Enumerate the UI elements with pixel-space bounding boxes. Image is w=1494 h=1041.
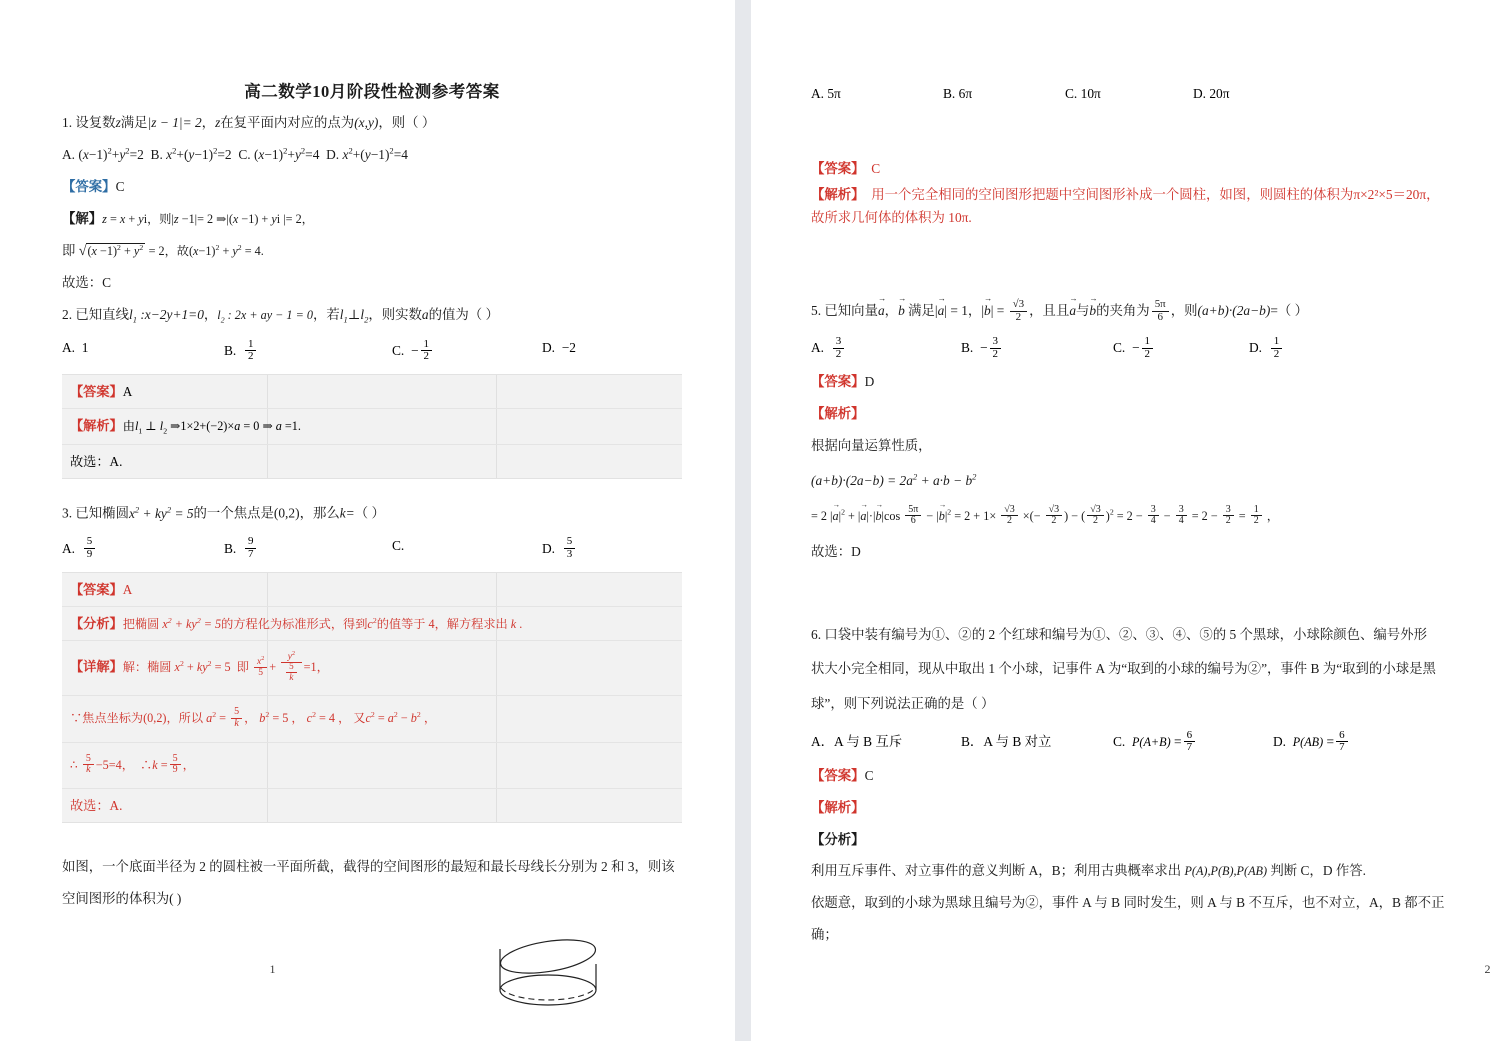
q2-l1: $l_1$ :x−2y+1=0 [128,307,204,325]
q5-vec-a: a → [878,301,885,322]
answer-label: 【答案】 [811,374,865,390]
answer-label: 【答案】 [62,179,116,194]
q4-option-c: C. 10π [1065,86,1101,101]
table-row [62,607,682,642]
q5-number: 5. [811,303,822,319]
q5-mag-b: |b →| = $\frac{√3}{2}$ [981,303,1029,318]
q1-solve-tail: = 2，故$(x-1)^2 + y^2 = 4$. [148,242,264,258]
question-2-solution-table [62,374,682,479]
q5-stem-i: =（ ） [1270,303,1308,319]
question-1-stem [62,113,682,134]
table-row [62,445,682,478]
analysis-label: 【解析】 [811,406,865,422]
q3-stem-b: 的一个焦点是 [193,505,274,521]
q1-var-z2: z [215,115,221,130]
table-row [62,375,682,409]
question-3-options [62,535,682,562]
q2-stem-b: ， [203,307,218,323]
q1-var-z: z [115,115,121,130]
page-gutter [735,0,751,1041]
q2-stem-c: ，若 [312,307,340,323]
q5-expr: (a+b)·(2a−b) [1197,303,1271,319]
q5-stem-h: ，则 [1170,303,1198,319]
question-3-stem [62,503,682,524]
q1-answer-value: C [115,179,125,194]
question-5-stem: 5. 已知向量a →，b → 满足|a →| = 1，|b →| = $\frac{√3}{2}$ ，且且a →与b →的夹角为 $\frac{5\pi}{6}$ ，则(a+b)·(2a−b)=（ ） [811,300,1471,324]
question-2-stem [62,305,682,327]
question-6-parse-label-row [811,830,1471,851]
q3-option-d: D. $\frac{5}{3}$ [542,538,577,562]
q6-option-b: B．A 与 B 对立 [961,734,1052,750]
q1-option-a: A. $(x-1)^2+y^2=2$ [62,145,144,163]
q5-stem-e: ，且 [1029,303,1056,319]
question-1-choose: 故选：C [62,275,112,291]
q4-option-d: D. 20π [1193,86,1230,101]
q3-number: 3. [62,505,73,521]
q2-option-c: C. − $\frac{1}{2}$ [392,340,542,364]
q6-option-d: D. P(AB) = $\frac{6}{7}$ [1273,731,1350,755]
q2-stem-d: ，则实数 [368,307,422,323]
question-6-analysis-label-row [811,798,1471,819]
q3-parse-pre: 把椭圆 [122,616,160,631]
question-1-solution-line-1 [62,209,682,230]
q5-stem-a: 已知向量 [824,303,878,319]
q1-stem-d: 在复平面内对应的点为 [220,115,355,130]
detail-label: 【详解】 [70,659,123,675]
page-1-content [62,0,682,909]
q5-option-d: D. $\frac{1}{2}$ [1249,337,1284,361]
q5-eq-1: $(a+b)\cdot(2a-b) = 2a^2 + a\cdot b - b^2$ [811,471,977,489]
table-row [62,409,682,445]
question-6-options [811,728,1471,755]
q5-stem-b: ， [884,303,899,319]
title-suffix: 月阶段性检测参考答案 [329,82,500,101]
answer-label: 【答案】 [70,384,123,400]
table-row [62,641,682,696]
page-number-1: 1 [269,962,276,976]
q3-focus-line: ∵焦点坐标为(0,2)，所以 $a^2$ = $\frac{5}{k}$ ， $b^2 = 5$ ， $c^2 = 4$ ， 又$c^2 = a^2 - b^2$ ， [70,706,436,729]
q1-solve-expr-1: z = x + yi，则|z −1|= 2 ⇒|(x −1) + yi |= 2， [102,211,314,226]
question-4-stem-line-1: 如图，一个底面半径为 2 的圆柱被一平面所截，截得的空间图形的最短和最长母线长分别为 2 和 3，则该 [62,858,675,874]
q2-answer-value: A [122,384,133,400]
q3-stem-a: 已知椭圆 [75,505,129,521]
question-5-analysis-lead: 根据向量运算性质， [811,437,932,453]
q5-angle: $\frac{5\pi}{6}$ [1152,299,1169,323]
question-4-answer-row [811,159,1471,180]
q4-answer-value: C [871,161,881,176]
q3-option-a: A. $\frac{5}{9}$ [62,538,224,562]
title-month: 10 [312,82,330,101]
q4-option-a: A. 5π [811,86,841,101]
q2-l2: $l_2$ : 2x + ay − 1 = 0 [217,308,313,325]
q3-eq: $x^2 + ky^2 = 5$ [128,504,194,521]
question-6-stem-line-1 [811,625,1471,646]
q2-number: 2. [62,307,73,323]
q3-detail-text: 解：椭圆 $x^2 + ky^2 = 5$ 即 $\frac{x^2}{5}$ + $\frac{y^2}{\frac{5}{k}}$ =1， [122,651,329,682]
question-4-analysis-line-1 [811,185,1471,206]
q4-option-b: B. 6π [943,86,973,101]
question-2-options [62,337,682,364]
q1-stem-b: 满足 [120,115,148,130]
table-row [62,573,682,607]
q3-stem-d: （ ） [354,505,385,521]
q1-expr: |z − 1|= 2 [147,115,202,130]
analysis-label: 【解析】 [70,418,123,434]
q2-stem-e: 的值为（ ） [428,307,499,323]
q1-solve-prefix: 即 [62,242,76,258]
q2-option-a: A. 1 [62,340,89,356]
q1-option-b: B. $x^2+(y-1)^2=2$ [150,145,232,163]
question-4-stem-line-2: 空间图形的体积为( ) [62,890,182,906]
q3-result-line: ∴ $\frac{5}{k}$ −5=4， ∴k = $\frac{5}{9}$ ， [70,752,195,776]
q1-option-d: D. $x^2+(y-1)^2=4$ [326,145,408,163]
q3-option-c: C. [392,537,405,553]
title-prefix: 高二数学 [244,82,313,101]
q4-analysis-text-1: 用一个完全相同的空间图形把题中空间图形补成一个圆柱，如图，则圆柱的体积为π×2²×5＝20π， [871,186,1440,202]
question-5-options [811,337,1471,361]
question-5-equation-1 [811,471,1471,492]
q3-parse-text: 把椭圆 $x^2 + ky^2 = 5$的方程化为标准形式，得到$c^2$的值等于 4，解方程求出 k . [122,615,523,631]
q6-probability-expr: P(A),P(B),P(AB) [1184,864,1268,879]
q5-option-c: C. − $\frac{1}{2}$ [1113,337,1249,361]
q2-var-a: a [421,307,429,323]
q2-analysis-expr: 由$l_1$ ⊥ $l_2$ ⇒1×2+(−2)×a = 0 ⇒ a =1. [122,419,301,436]
document-page-2 [751,0,1494,1041]
q5-stem-d: ， [967,303,982,319]
q5-vec-b: b → [898,301,905,322]
question-6-parse-line-2: 依题意，取到的小球为黑球且编号为②，事件 A 与 B 同时发生，则 A 与 B 不互斥，也不对立，A，B 都不正 [811,895,1445,911]
question-6-stem-line-2: 状大小完全相同，现从中取出 1 个小球，记事件 A 为“取到的小球的编号为②”，事件 B 为“取到的小球是黑 [811,661,1436,677]
q2-stem-a: 已知直线 [75,307,129,323]
q1-stem-a: 设复数 [75,115,116,130]
question-4-options [811,86,1471,102]
q4-analysis-text-2: 故所求几何体的体积为 10π. [811,209,972,225]
question-4-analysis-line-2 [811,208,1471,229]
question-5-analysis-label-row [811,404,1471,425]
parse-label: 【分析】 [811,831,865,847]
table-row [62,789,682,822]
q6-stem-text-1: 口袋中装有编号为①、②的 2 个红球和编号为①、②、③、④、⑤的 5 个黑球，小球除颜色、编号外形 [824,626,1427,642]
question-5-equation-2: = 2 $|a \to|^2 + |a \to|\cdot|b \to|\cos$ $\frac{5\pi}{6}$ − $|b \to|^2 = 2 + 1\times$ $\frac{√3}{2}$ ×(− $\frac{√3}{2}$ ) − ( $\frac{√3}{2}$ )$^2$ = 2 − $\frac{3}{4}$ − $\frac{3}{4}$ = 2 − $\frac{3}{2}$ = $\frac{1}{2}$ ， [811,506,1471,528]
page-title [62,78,682,102]
q1-stem-e: ，则（ ） [378,115,436,130]
q5-stem-c: 满足 [908,303,935,319]
q5-stem-f: 与 [1076,303,1090,319]
q5-answer-value: D [864,374,875,390]
document-page-1 [0,0,735,1041]
question-1-solution-line-2 [62,241,682,263]
q2-choose: 故选：A. [70,454,123,470]
q3-stem-c: ，那么 [299,505,340,521]
table-row [62,696,682,742]
answer-label: 【答案】 [811,768,865,784]
page-number-2: 2 [1484,962,1491,976]
analysis-label: 【解析】 [811,186,865,202]
q3-var-k: k= [339,505,355,521]
q6-answer-value: C [864,768,874,784]
q6-option-c: C. P(A+B) = $\frac{6}{7}$ [1113,731,1273,755]
q3-answer-value: A [122,581,133,597]
q5-mag-a: |a →| = 1 [935,303,968,318]
q5-option-a: A. $\frac{3}{2}$ [811,337,961,361]
q1-point: (x,y) [354,115,379,130]
question-1-answer-row [62,177,682,198]
question-6-parse-line-1: 利用互斥事件、对立事件的意义判断 A，B；利用古典概率求出 P(A),P(B),P(AB) 判断 C，D 作答. [811,863,1366,879]
question-5-answer-row [811,372,1471,393]
question-1-options [62,145,682,166]
q5-stem-g: 的夹角为 [1096,303,1150,319]
q3-option-b: B. $\frac{9}{7}$ [224,538,392,562]
q2-option-d: D. −2 [542,340,576,356]
q3-choose: 故选：A. [70,797,123,813]
q2-option-b: B. $\frac{1}{2}$ [224,340,392,364]
q1-stem-c: ， [201,115,216,130]
q1-radicand: $(x -1)^2 + y^2$ [87,242,144,258]
question-6-parse-line-3: 确； [811,926,838,942]
solve-label: 【解】 [62,210,103,226]
analysis-label: 【解析】 [811,799,865,815]
q6-number: 6. [811,626,822,642]
q5-option-b: B. − $\frac{3}{2}$ [961,337,1113,361]
page-2-content [811,0,1471,946]
q3-focus: (0,2) [273,505,300,521]
q1-option-c: C. $(x-1)^2+y^2=4$ [238,145,320,163]
parse-label: 【分析】 [70,615,123,631]
q1-number: 1. [62,115,73,130]
question-6-stem-line-3: 球”，则下列说法正确的是（ ） [811,696,995,712]
sqrt-icon: √ [78,242,87,259]
question-6-answer-row [811,766,1471,787]
question-3-solution-table [62,572,682,823]
q2-perp: $l_1\perp l_2$ [339,307,369,325]
table-row [62,743,682,789]
answer-label: 【答案】 [70,581,123,597]
question-5-choose: 故选：D [811,543,861,559]
answer-label: 【答案】 [811,161,865,176]
q6-option-a: A．A 与 B 互斥 [811,734,903,750]
